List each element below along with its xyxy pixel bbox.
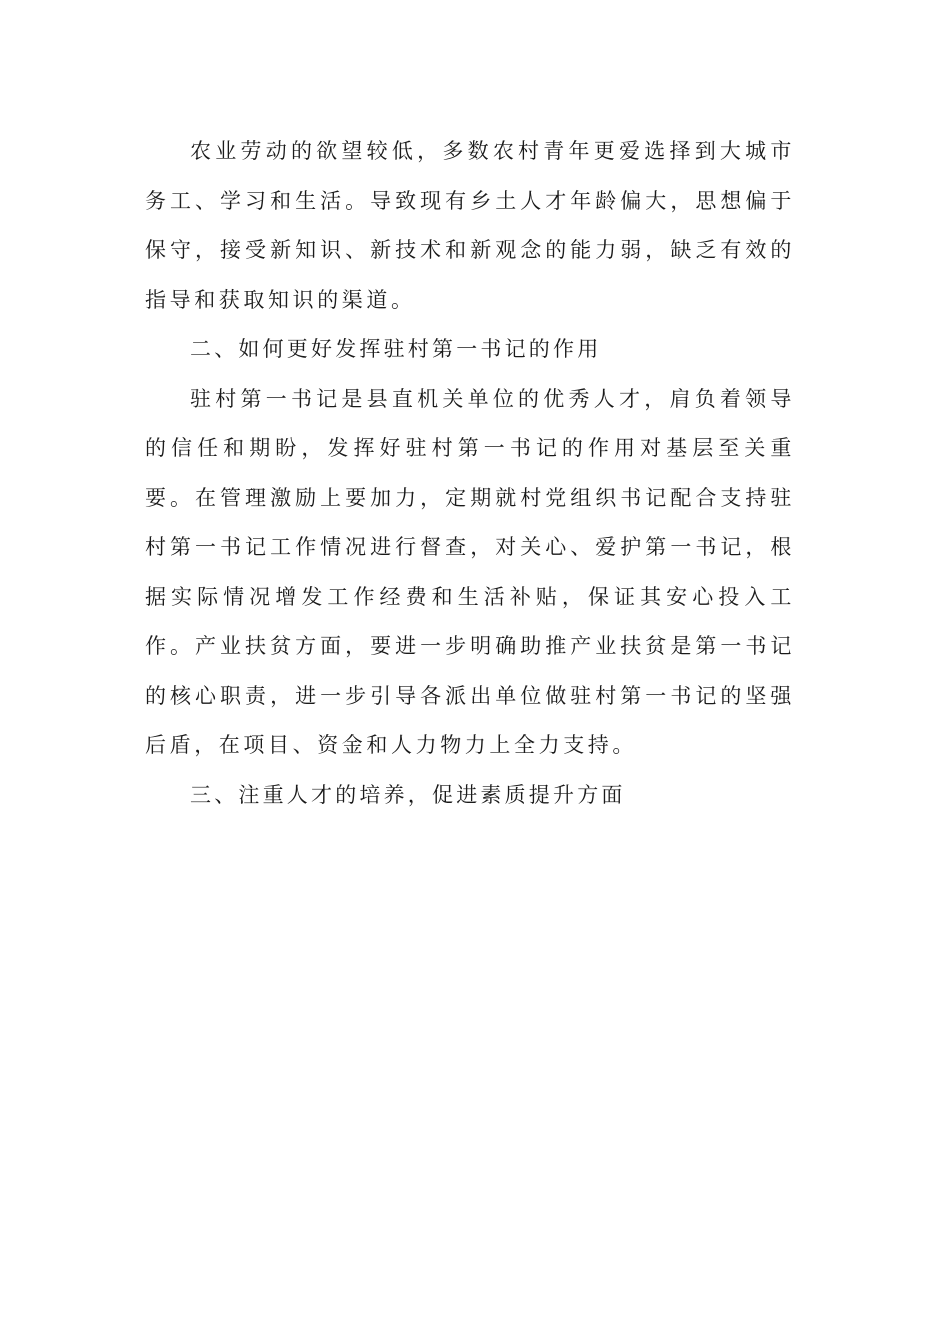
- document-body: [145, 127, 795, 820]
- section-heading-three: 三、注重人才的培养，促进素质提升方面: [190, 782, 626, 807]
- paragraph-first-secretary: 驻村第一书记是县直机关单位的优秀人才，肩负着领导的信任和期盼，发挥好驻村第一书记的作用对基层至关重要。在管理激励上要加力，定期就村党组织书记配合支持驻村第一书记工作情况进行督查，对关心、爱护第一书记，根据实际情况增发工作经费和生活补贴，保证其安心投入工作。产业扶贫方面，要进一步明确助推产业扶贫是第一书记的核心职责，进一步引导各派出单位做驻村第一书记的坚强后盾，在项目、资金和人力物力上全力支持。: [145, 386, 795, 757]
- paragraph-rural-youth: 农业劳动的欲望较低，多数农村青年更爱选择到大城市务工、学习和生活。导致现有乡土人才年龄偏大，思想偏于保守，接受新知识、新技术和新观念的能力弱，缺乏有效的指导和获取知识的渠道。: [145, 139, 795, 312]
- section-heading-two: 二、如何更好发挥驻村第一书记的作用: [190, 337, 602, 361]
